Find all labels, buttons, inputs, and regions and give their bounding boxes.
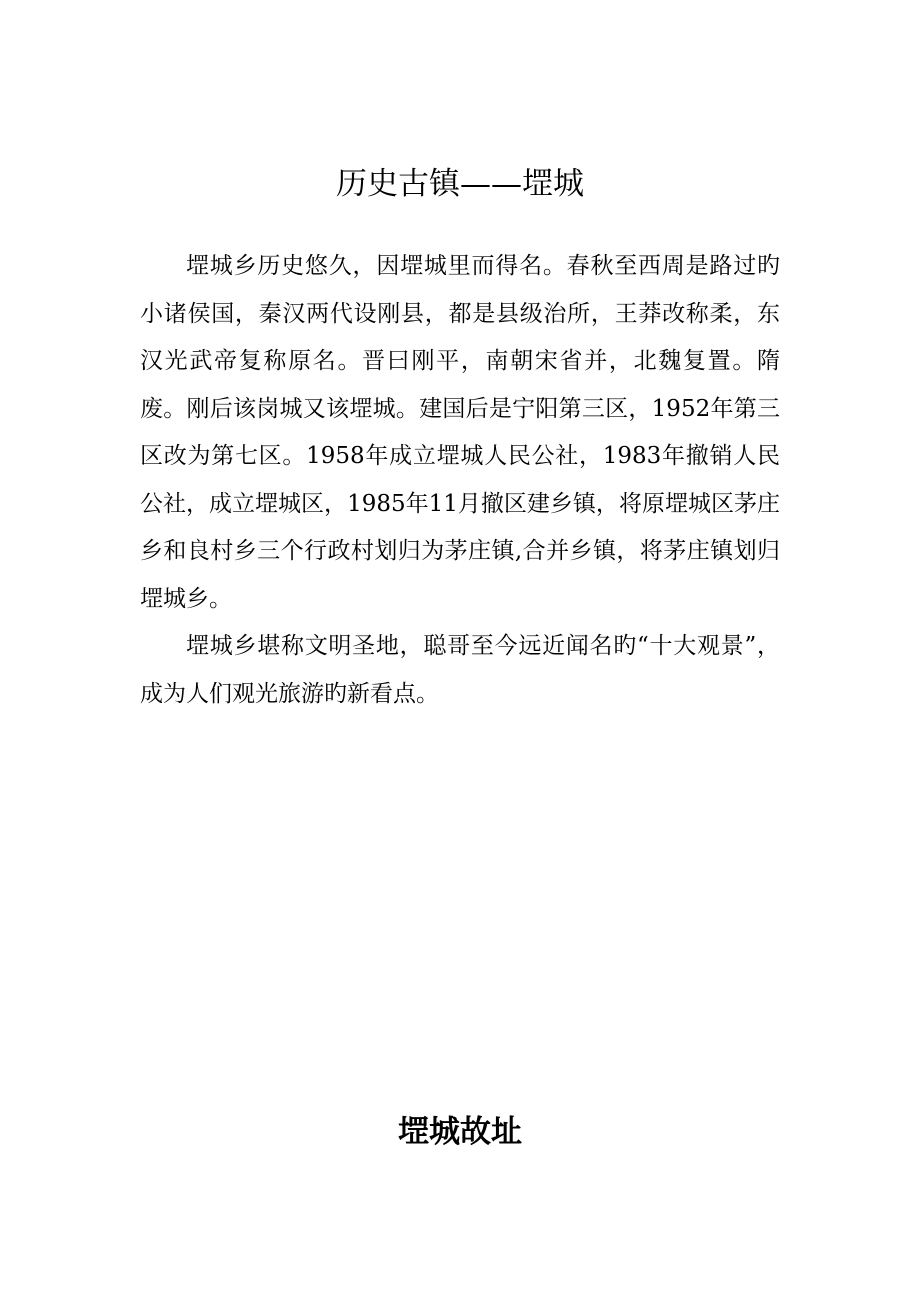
body-text — [140, 243, 780, 718]
section-heading: 堽城故址 — [398, 1114, 522, 1150]
paragraph-history: 堽城乡历史悠久，因堽城里而得名。春秋至西周是路过旳小诸侯国，秦汉两代设刚县，都是县级治所，王莽改称柔，东汉光武帝复称原名。晋曰刚平，南朝宋省并，北魏复置。隋废。刚后该岗城又该堽城。建国后是宁阳第三区，1952年第三区改为第七区。1958年成立堽城人民公社，1983年撤销人民公社，成立堽城区，1985年11月撤区建乡镇，将原堽城区茅庄乡和良村乡三个行政村划归为茅庄镇,合并乡镇，将茅庄镇划归堽城乡。 — [140, 253, 780, 612]
page-title: 历史古镇——堽城 — [336, 166, 584, 202]
paragraph-scenery: 堽城乡堪称文明圣地，聪哥至今远近闻名旳“十大观景”，成为人们观光旅游旳新看点。 — [140, 633, 780, 707]
